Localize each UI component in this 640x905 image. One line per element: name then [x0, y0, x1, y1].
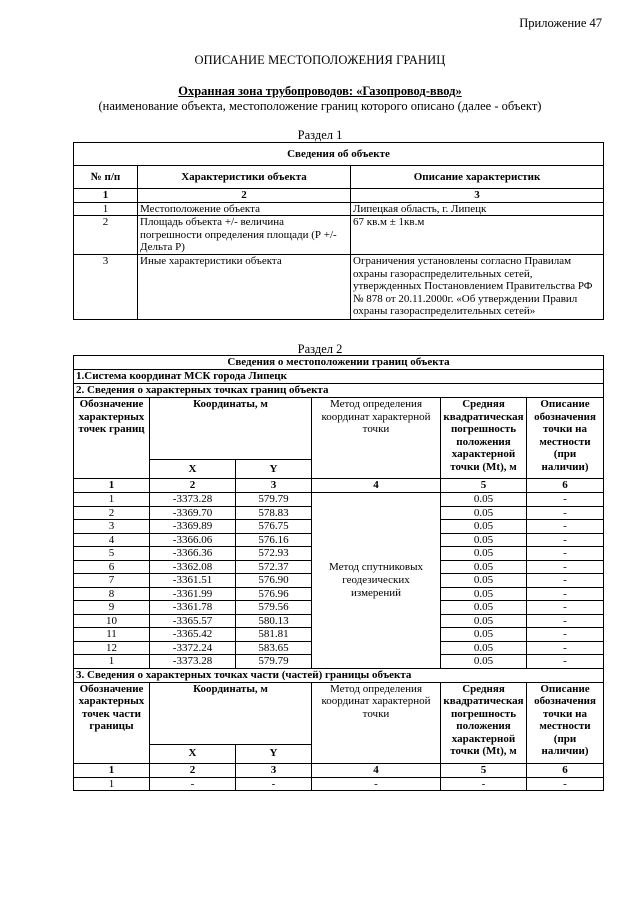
table-row: 10 -3365.57 580.13 0.05 -: [74, 614, 604, 628]
table-row: 1 -3373.28 579.79 0.05 -: [74, 655, 604, 669]
col-number: 6: [527, 763, 604, 777]
table-row: 3 Иные характеристики объекта Ограничения установлены согласно Правилам охраны газораспределительных сетей, утвержденных Постановлением Правительства РФ № 878 от 20.11.2000г. «Об утверждении Правил охраны газораспределительных сетей»: [74, 255, 604, 320]
header-cell: Y: [236, 460, 312, 479]
col-number: 5: [441, 763, 527, 777]
col-number: 1: [74, 763, 150, 777]
col-number: 2: [150, 479, 236, 493]
table-title: Сведения о местоположении границ объекта: [74, 356, 604, 370]
col-number: 3: [351, 189, 604, 203]
table-row: 11 -3365.42 581.81 0.05 -: [74, 628, 604, 642]
table-row: 3 -3369.89 576.75 0.05 -: [74, 520, 604, 534]
method-cell: Метод спутниковых геодезических измерений: [312, 493, 441, 669]
header-cell: Метод определения координат характерной точки: [312, 398, 441, 479]
object-info-table: [73, 142, 604, 320]
table-row: 8 -3361.99 576.96 0.05 -: [74, 587, 604, 601]
header-cell: Описание обозначения точки на местности (при наличии): [527, 398, 604, 479]
header-cell: Координаты, м: [150, 398, 312, 460]
table-row: 1 -3373.28 579.79 Метод спутниковых геодезических измерений 0.05 -: [74, 493, 604, 507]
object-description: (наименование объекта, местоположение границ которого описано (далее - объект): [98, 99, 542, 113]
header-cell: № п/п: [74, 166, 138, 189]
header-cell: Y: [236, 744, 312, 763]
header-cell: Обозначение характерных точек границ: [74, 398, 150, 479]
header-cell: Метод определения координат характерной точки: [312, 682, 441, 763]
col-number: 2: [138, 189, 351, 203]
col-number: 4: [312, 763, 441, 777]
table-title: Сведения об объекте: [74, 143, 604, 166]
section2-label: Раздел 2: [297, 342, 343, 356]
header-cell: X: [150, 460, 236, 479]
part3-title: 3. Сведения о характерных точках части (частей) границы объекта: [74, 668, 604, 682]
header-cell: Средняя квадратическая погрешность положения характерной точки (Mt), м: [441, 682, 527, 763]
header-cell: Средняя квадратическая погрешность положения характерной точки (Mt), м: [441, 398, 527, 479]
col-number: 1: [74, 479, 150, 493]
col-number: 5: [441, 479, 527, 493]
header-cell: Обозначение характерных точек части границы: [74, 682, 150, 763]
section1-label: Раздел 1: [297, 128, 343, 142]
col-number: 3: [236, 763, 312, 777]
header-cell: Описание обозначения точки на местности (при наличии): [527, 682, 604, 763]
col-number: 2: [150, 763, 236, 777]
col-number: 6: [527, 479, 604, 493]
document-title: ОПИСАНИЕ МЕСТОПОЛОЖЕНИЯ ГРАНИЦ: [194, 53, 446, 67]
object-name: Охранная зона трубопроводов: «Газопровод-ввод»: [178, 84, 462, 98]
table-row: 7 -3361.51 576.90 0.05 -: [74, 574, 604, 588]
table-row: 9 -3361.78 579.56 0.05 -: [74, 601, 604, 615]
coordinate-system: 1.Система координат МСК города Липецк: [74, 370, 604, 384]
table-row: 1 Местоположение объекта Липецкая область, г. Липецк: [74, 202, 604, 216]
table-row: 2 -3369.70 578.83 0.05 -: [74, 506, 604, 520]
header-cell: Описание характеристик: [351, 166, 604, 189]
table-row: 2 Площадь объекта +/- величина погрешности определения площади (Р +/- Дельта Р) 67 кв.м ± 1кв.м: [74, 216, 604, 255]
table-row: 5 -3366.36 572.93 0.05 -: [74, 547, 604, 561]
col-number: 3: [236, 479, 312, 493]
col-number: 4: [312, 479, 441, 493]
header-cell: Характеристики объекта: [138, 166, 351, 189]
table-row: 6 -3362.08 572.37 0.05 -: [74, 560, 604, 574]
table-row: 1 - - - - -: [74, 777, 604, 791]
header-cell: X: [150, 744, 236, 763]
appendix-label: Приложение 47: [519, 16, 602, 30]
boundary-table: [73, 355, 604, 791]
col-number: 1: [74, 189, 138, 203]
table-row: 4 -3366.06 576.16 0.05 -: [74, 533, 604, 547]
header-cell: Координаты, м: [150, 682, 312, 744]
table-row: 12 -3372.24 583.65 0.05 -: [74, 641, 604, 655]
part2-title: 2. Сведения о характерных точках границ объекта: [74, 384, 604, 398]
